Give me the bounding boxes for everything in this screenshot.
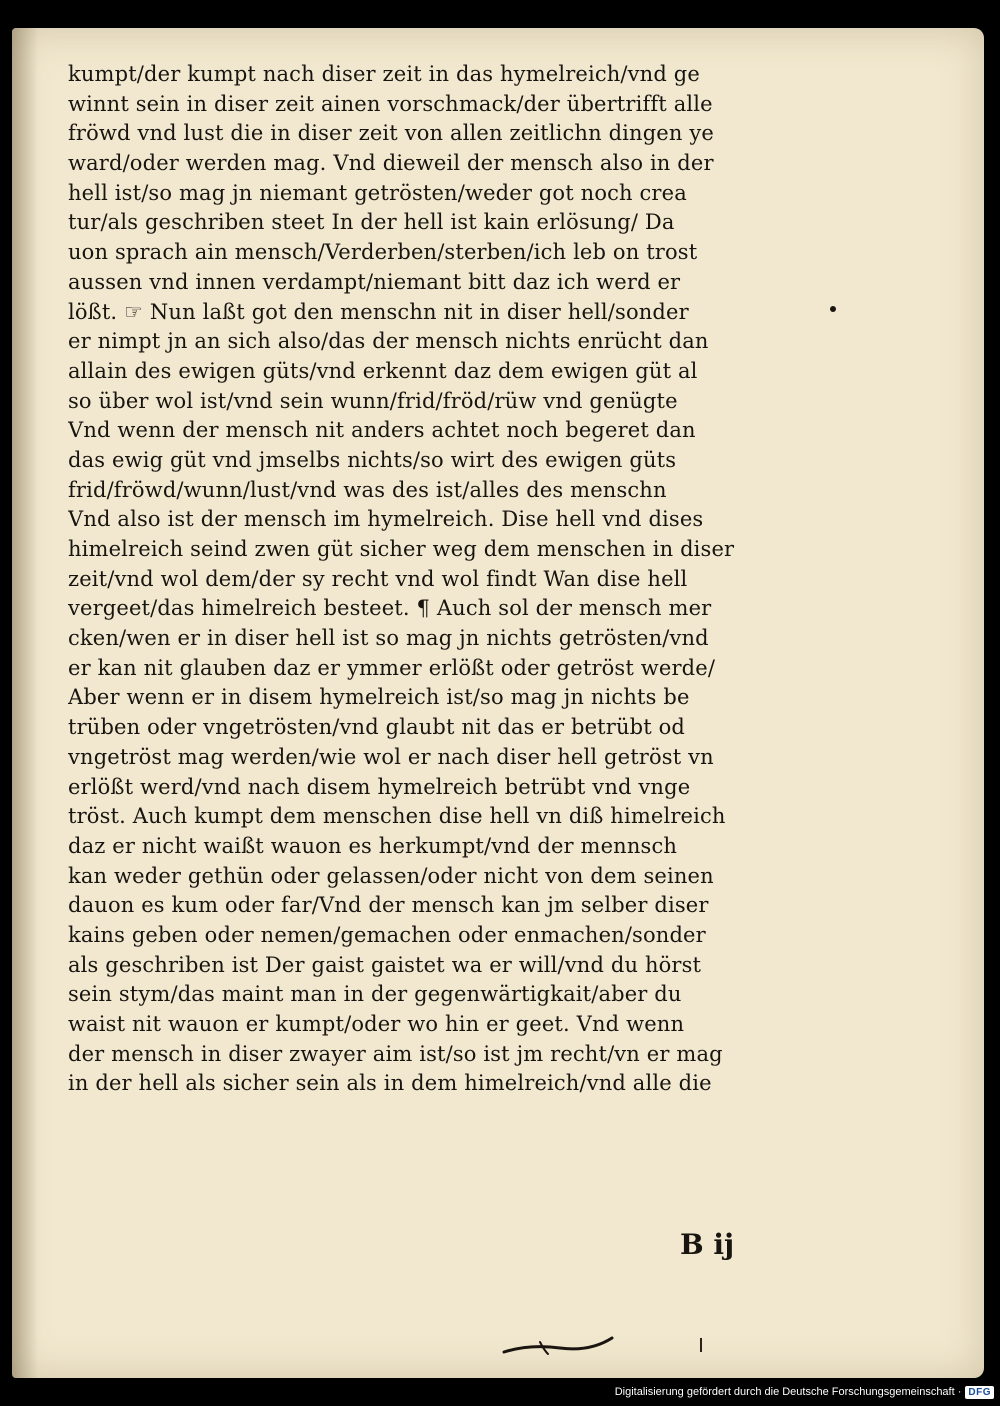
text-line: dauon es kum oder far/Vnd der mensch kan jm selber diser <box>68 893 709 918</box>
text-line: kains geben oder nemen/gemachen oder enmachen/sonder <box>68 922 706 947</box>
text-line: erlößt werd/vnd nach disem hymelreich betrübt vnd vnge <box>68 774 691 799</box>
text-line: so über wol ist/vnd sein wunn/frid/fröd/rüw vnd genügte <box>68 388 678 413</box>
text-line: der mensch in diser zwayer aim ist/so ist jm recht/vn er mag <box>68 1041 723 1066</box>
edge-tick-mark <box>700 1338 702 1352</box>
text-line: aussen vnd innen verdampt/niemant bitt daz ich werd er <box>68 269 681 294</box>
text-line: daz er nicht waißt wauon es herkumpt/vnd der mennsch <box>68 833 678 858</box>
text-line: himelreich seind zwen güt sicher weg dem menschen in diser <box>68 537 735 561</box>
text-line: uon sprach ain mensch/Verderben/sterben/ich leb on trost <box>68 240 698 265</box>
text-line: trüben oder vngetrösten/vnd glaubt nit das er betrübt od <box>68 715 686 740</box>
text-line: allain des ewigen güts/vnd erkennt daz dem ewigen güt al <box>68 358 698 383</box>
text-line: tur/als geschriben steet In der hell ist kain erlösung/ Da <box>68 210 675 235</box>
text-line: vergeet/das himelreich besteet. ¶ Auch sol der mensch mer <box>68 596 712 621</box>
text-line: lößt. ☞ Nun laßt got den menschn nit in diser hell/sonder <box>68 299 689 324</box>
text-line: sein stym/das maint man in der gegenwärtigkait/aber du <box>68 982 682 1007</box>
footer-credit: Digitalisierung gefördert durch die Deutsche Forschungsgemeinschaft · <box>614 1386 962 1398</box>
page-gutter-shadow <box>12 28 38 1378</box>
signature-mark: B ij <box>680 1228 735 1261</box>
text-line: kan weder gethün oder gelassen/oder nicht von dem seinen <box>68 863 714 888</box>
text-line: Vnd wenn der mensch nit anders achtet noch begeret dan <box>68 418 696 443</box>
text-line: als geschriben ist Der gaist gaistet wa er will/vnd du hörst <box>68 952 702 977</box>
text-line: frid/fröwd/wunn/lust/vnd was des ist/alles des menschn <box>68 477 667 502</box>
text-line: vngetröst mag werden/wie wol er nach diser hell getröst vn <box>68 744 714 769</box>
text-line: cken/wen er in diser hell ist so mag jn nichts getrösten/vnd <box>68 626 709 651</box>
text-line: in der hell als sicher sein als in dem himelreich/vnd alle die <box>68 1071 712 1096</box>
digitization-footer <box>615 1378 1000 1406</box>
text-line: er nimpt jn an sich also/das der mensch nichts enrücht dan <box>68 329 709 354</box>
text-line: er kan nit glauben daz er ymmer erlößt oder getröst werde/ <box>68 655 716 680</box>
dfg-logo-icon: DFG <box>965 1386 994 1399</box>
text-line: fröwd vnd lust die in diser zeit von allen zeitlichn dingen ye <box>68 121 714 146</box>
text-line: kumpt/der kumpt nach diser zeit in das hymelreich/vnd ge <box>68 62 700 86</box>
text-line: waist nit wauon er kumpt/oder wo hin er geet. Vnd wenn <box>68 1012 685 1036</box>
text-line: Vnd also ist der mensch im hymelreich. Dise hell vnd dises <box>68 507 704 532</box>
text-line: winnt sein in diser zeit ainen vorschmack/der übertrifft alle <box>68 91 713 116</box>
ink-stroke-mark <box>500 1330 620 1360</box>
text-line: ward/oder werden mag. Vnd dieweil der mensch also in der <box>68 151 714 176</box>
text-line: hell ist/so mag jn niemant getrösten/weder got noch crea <box>68 180 687 205</box>
text-line: das ewig güt vnd jmselbs nichts/so wirt des ewigen güts <box>68 447 677 472</box>
page-text <box>68 60 848 1099</box>
ink-spot-mark <box>830 306 836 312</box>
text-line: zeit/vnd wol dem/der sy recht vnd wol findt Wan dise hell <box>68 566 688 591</box>
text-line: tröst. Auch kumpt dem menschen dise hell vn diß himelreich <box>68 804 726 829</box>
text-line: Aber wenn er in disem hymelreich ist/so mag jn nichts be <box>68 685 690 710</box>
